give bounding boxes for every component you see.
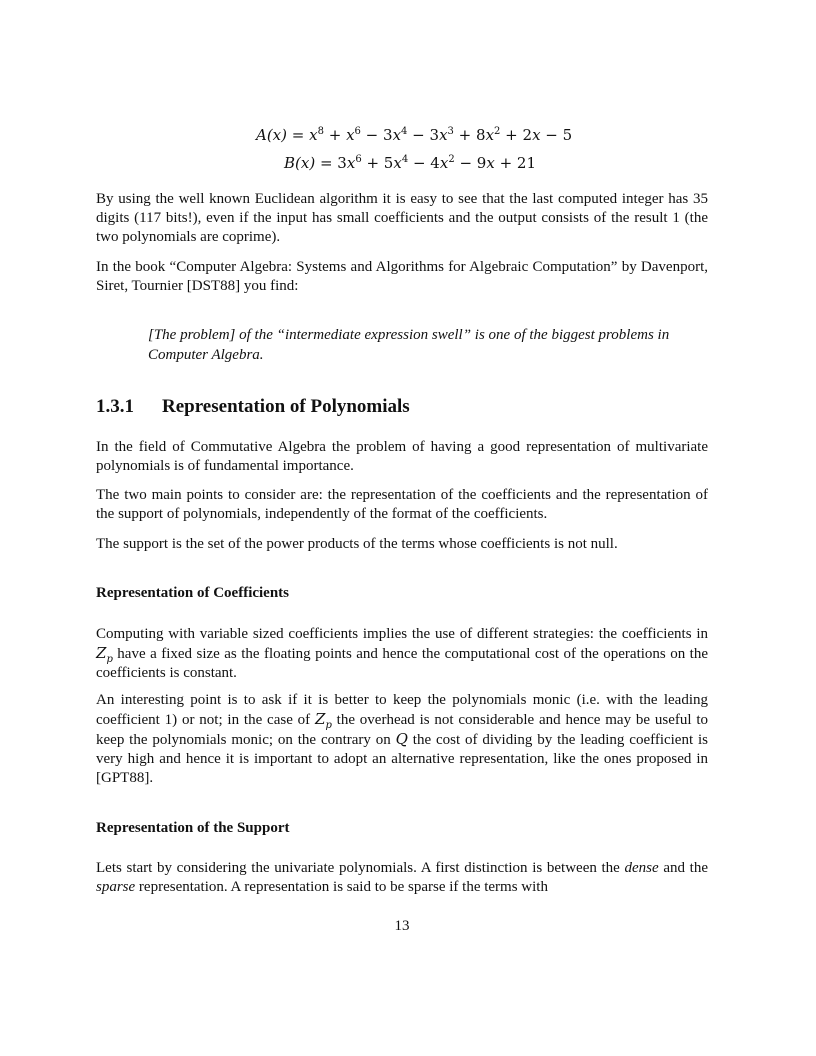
page-number: 13 [394, 918, 410, 934]
subheading-support: Representation of the Support [96, 820, 290, 836]
paragraph-monic: An interesting point is to ask if it is better to keep the polynomials monic (i.e. with the leading coefficient 1) or not; in the case of $Z_p$ the overhead is not considerable and hence may be useful to keep the polynomials monic; on the contrary on Q the cost of dividing by the leading coefficient is very high and hence it is important to adopt an alternative representation, like the ones proposed in [GPT88]. [96, 692, 709, 786]
block-quote: [The problem] of the “intermediate expression swell” is one of the biggest problems in Computer Algebra. [148, 327, 670, 363]
equation-a: $A(x) = x^8 + x^6 - 3x^4 - 3x^3 + 8x^2 + 2x - 5$ [256, 126, 573, 144]
subheading-coefficients: Representation of Coefficients [96, 585, 290, 601]
section-heading [96, 396, 410, 418]
document-page [96, 0, 708, 1056]
paragraph-support: The support is the set of the power products of the terms whose coefficients is not null. [96, 536, 618, 552]
paragraph-univariate: Lets start by considering the univariate polynomials. A first distinction is between the dense and the sparse representation. A representation is said to be sparse if the terms with [96, 860, 708, 895]
paragraph-euclidean: By using the well known Euclidean algorithm it is easy to see that the last computed integer has 35 digits (117 bits!), even if the input has small coefficients and the output consists of the result 1 (the two polynomials are coprime). [96, 191, 708, 245]
paragraph-book-reference: In the book “Computer Algebra: Systems and Algorithms for Algebraic Computation” by Davenport, Siret, Tournier [DST88] you find: [96, 259, 708, 294]
equation-b: $B(x) = 3x^6 + 5x^4 - 4x^2 - 9x + 21$ [284, 154, 537, 172]
paragraph-two-points: The two main points to consider are: the representation of the coefficients and the representation of the support of polynomials, independently of the format of the coefficients. [96, 487, 708, 522]
section-number: 1.3.1 [96, 396, 134, 417]
paragraph-variable-coefficients: Computing with variable sized coefficients implies the use of different strategies: the coefficients in $Z_p$ have a fixed size as the floating points and hence the computational cost of the operations on the coefficients is constant. [96, 626, 708, 681]
paragraph-commutative-algebra: In the field of Commutative Algebra the problem of having a good representation of multivariate polynomials is of fundamental importance. [96, 439, 708, 474]
section-title: Representation of Polynomials [162, 396, 410, 417]
